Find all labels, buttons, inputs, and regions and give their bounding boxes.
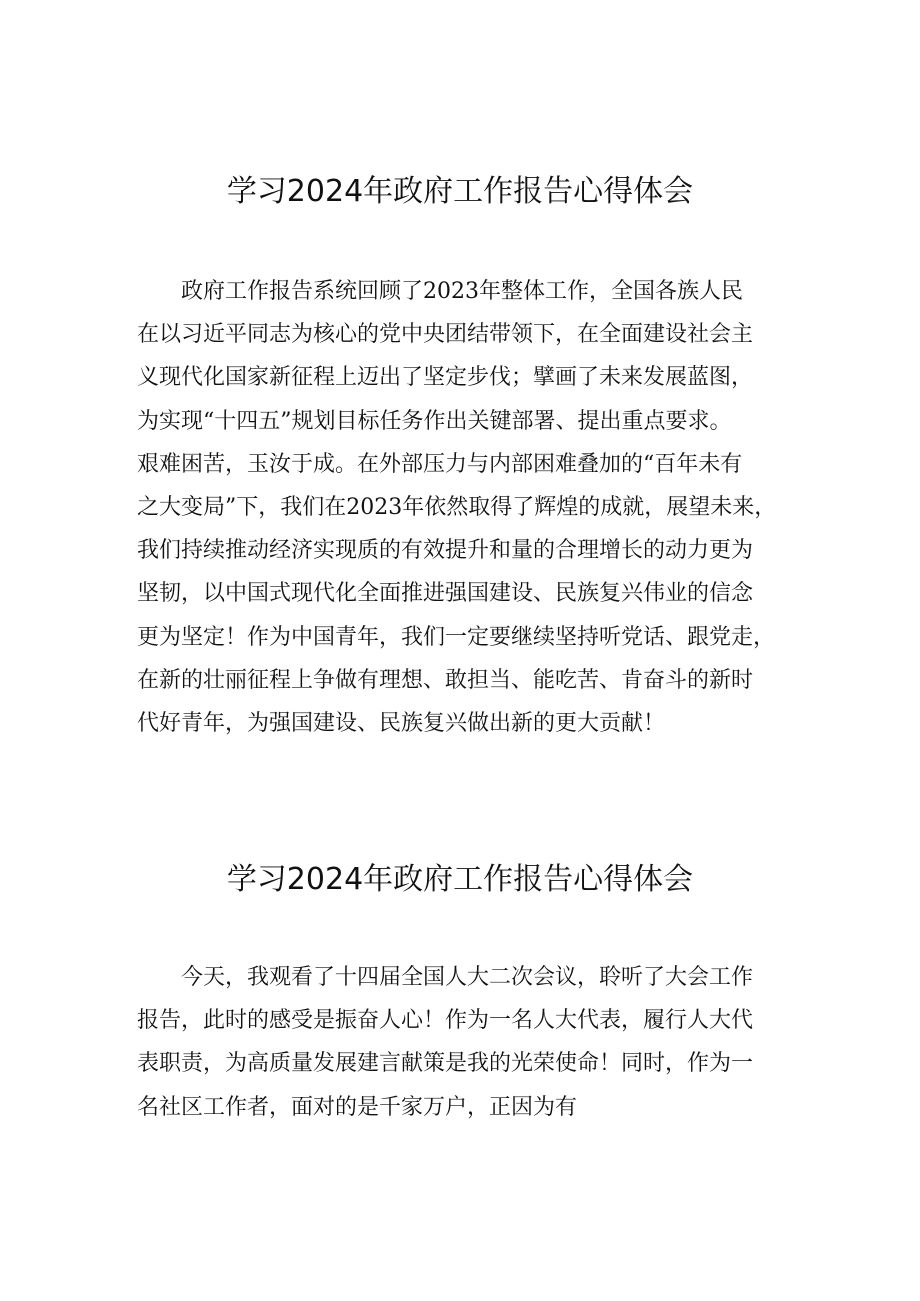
paragraph-line: 坚韧，以中国式现代化全面推进强国建设、民族复兴伟业的信念 (137, 581, 754, 607)
section-title: 学习2024年政府工作报告心得体会 (226, 862, 694, 897)
paragraph-line: 名社区工作者，面对的是千家万户，正因为有 (137, 1094, 578, 1120)
paragraph-line: 代好青年，为强国建设、民族复兴做出新的更大贡献！ (137, 710, 666, 736)
paragraph-line: 义现代化国家新征程上迈出了坚定步伐；擘画了未来发展蓝图， (137, 365, 754, 391)
paragraph-line: 今天，我观看了十四届全国人大二次会议，聆听了大会工作 (137, 965, 754, 990)
paragraph-line: 报告，此时的感受是振奋人心！作为一名人大代表，履行人大代 (137, 1008, 754, 1034)
paragraph-line: 在新的壮丽征程上争做有理想、敢担当、能吃苦、肯奋斗的新时 (137, 667, 754, 693)
paragraph-line: 在以习近平同志为核心的党中央团结带领下，在全面建设社会主 (137, 322, 754, 348)
paragraph-line: 为实现“十四五”规划目标任务作出关键部署、提出重点要求。 (137, 408, 732, 434)
paragraph-line: 我们持续推动经济实现质的有效提升和量的合理增长的动力更为 (137, 538, 754, 564)
paragraph-line: 之大变局”下，我们在2023年依然取得了辉煌的成就，展望未来， (137, 494, 777, 520)
paragraph-line: 艰难困苦，玉汝于成。在外部压力与内部困难叠加的“百年未有 (137, 451, 743, 477)
paragraph-line: 更为坚定！作为中国青年，我们一定要继续坚持听党话、跟党走， (137, 624, 776, 650)
section-body (137, 270, 797, 745)
section-body (137, 956, 797, 1129)
paragraph-line: 表职责，为高质量发展建言献策是我的光荣使命！同时，作为一 (137, 1051, 754, 1077)
section-title: 学习2024年政府工作报告心得体会 (226, 174, 694, 209)
paragraph-line: 政府工作报告系统回顾了2023年整体工作，全国各族人民 (137, 279, 743, 304)
